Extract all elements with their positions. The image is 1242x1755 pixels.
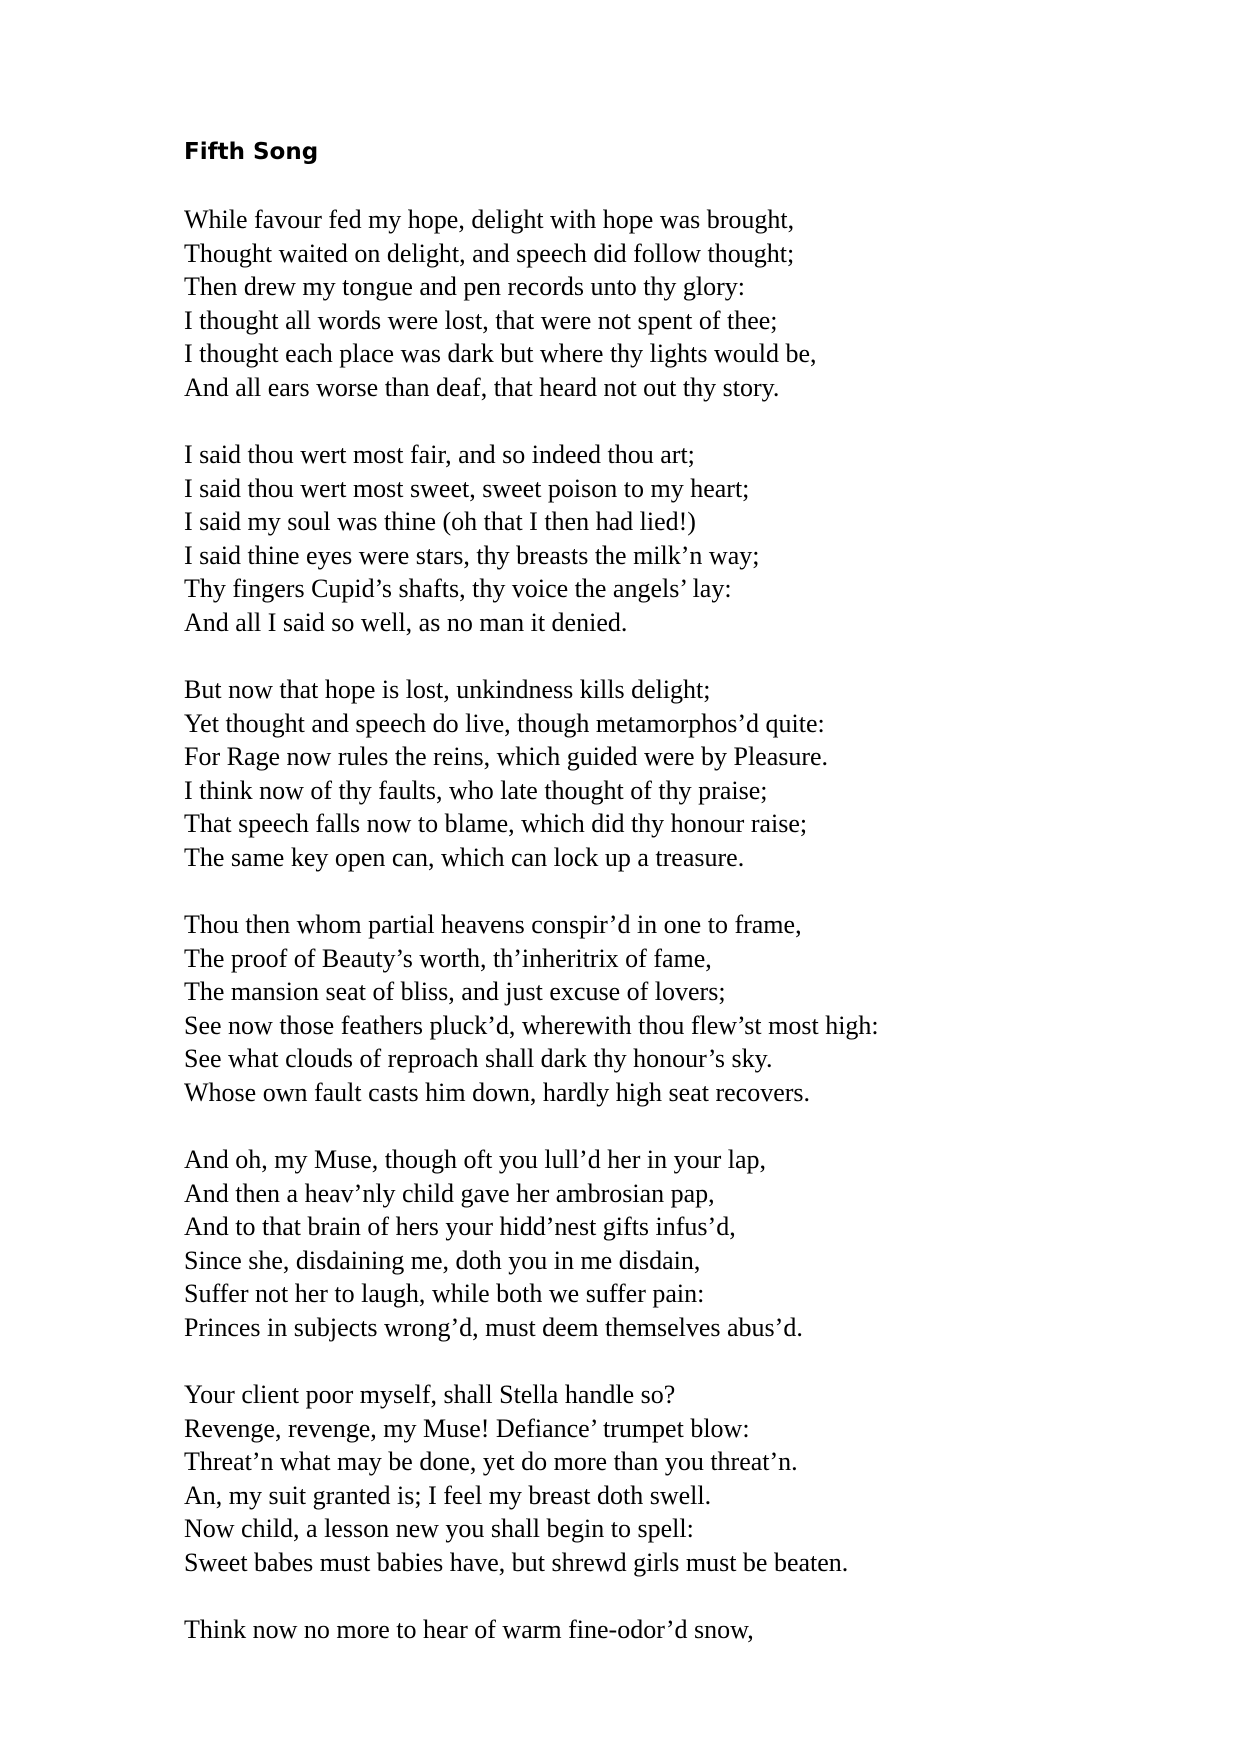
poem-line: And oh, my Muse, though oft you lull’d her in your lap, xyxy=(184,1145,767,1174)
poem-line: That speech falls now to blame, which did thy honour raise; xyxy=(184,809,808,838)
stanza xyxy=(184,203,1224,404)
stanza xyxy=(184,438,1224,639)
poem-line: Since she, disdaining me, doth you in me disdain, xyxy=(184,1245,701,1275)
poem-line: An, my suit granted is; I feel my breast doth swell. xyxy=(184,1480,712,1510)
poem-line: Princes in subjects wrong’d, must deem themselves abus’d. xyxy=(184,1312,803,1342)
poem-line: And then a heav’nly child gave her ambrosian pap, xyxy=(184,1178,715,1208)
poem-title: Fifth Song xyxy=(184,139,319,165)
poem-line: I said thou wert most fair, and so indeed thou art; xyxy=(184,440,695,469)
poem-line: Yet thought and speech do live, though metamorphos’d quite: xyxy=(184,708,825,738)
poem-line: Thy fingers Cupid’s shafts, thy voice the angels’ lay: xyxy=(184,574,732,603)
poem-line: Now child, a lesson new you shall begin to spell: xyxy=(184,1514,694,1543)
poem-line: Thought waited on delight, and speech did follow thought; xyxy=(184,238,795,268)
poem-line: For Rage now rules the reins, which guided were by Pleasure. xyxy=(184,742,829,771)
poem-line: See now those feathers pluck’d, wherewith thou flew’st most high: xyxy=(184,1010,879,1040)
poem-line: I said my soul was thine (oh that I then had lied!) xyxy=(184,507,696,536)
poem-line: While favour fed my hope, delight with hope was brought, xyxy=(184,205,795,234)
stanza xyxy=(184,908,1224,1109)
poem-line: I think now of thy faults, who late thought of thy praise; xyxy=(184,775,768,805)
poem-line: Sweet babes must babies have, but shrewd girls must be beaten. xyxy=(184,1547,849,1577)
stanza xyxy=(184,1143,1224,1344)
poem-line: And to that brain of hers your hidd’nest gifts infus’d, xyxy=(184,1212,736,1241)
poem-body xyxy=(184,203,1224,1681)
stanza xyxy=(184,673,1224,874)
poem-line: I thought each place was dark but where thy lights would be, xyxy=(184,339,817,368)
poem-line: I said thou wert most sweet, sweet poison to my heart; xyxy=(184,473,750,503)
poem-line: I said thine eyes were stars, thy breasts the milk’n way; xyxy=(184,540,760,570)
poem-line: But now that hope is lost, unkindness kills delight; xyxy=(184,675,711,704)
poem-line: And all ears worse than deaf, that heard not out thy story. xyxy=(184,372,780,402)
poem-line: And all I said so well, as no man it denied. xyxy=(184,607,628,637)
poem-line: Suffer not her to laugh, while both we suffer pain: xyxy=(184,1279,705,1308)
poem-line: The same key open can, which can lock up a treasure. xyxy=(184,842,745,872)
poem-line: Threat’n what may be done, yet do more than you threat’n. xyxy=(184,1447,798,1476)
poem-line: Think now no more to hear of warm fine-odor’d snow, xyxy=(184,1615,754,1644)
poem-line: Whose own fault casts him down, hardly high seat recovers. xyxy=(184,1077,811,1107)
poem-line: See what clouds of reproach shall dark thy honour’s sky. xyxy=(184,1044,773,1073)
poem-line: I thought all words were lost, that were not spent of thee; xyxy=(184,305,778,335)
stanza xyxy=(184,1613,1224,1647)
stanza xyxy=(184,1378,1224,1579)
poem-line: Your client poor myself, shall Stella handle so? xyxy=(184,1380,676,1409)
poem-line: The proof of Beauty’s worth, th’inheritrix of fame, xyxy=(184,943,712,973)
poem-line: The mansion seat of bliss, and just excuse of lovers; xyxy=(184,977,726,1006)
poem-line: Revenge, revenge, my Muse! Defiance’ trumpet blow: xyxy=(184,1413,750,1443)
poem-line: Then drew my tongue and pen records unto thy glory: xyxy=(184,272,746,301)
poem-line: Thou then whom partial heavens conspir’d in one to frame, xyxy=(184,910,802,939)
